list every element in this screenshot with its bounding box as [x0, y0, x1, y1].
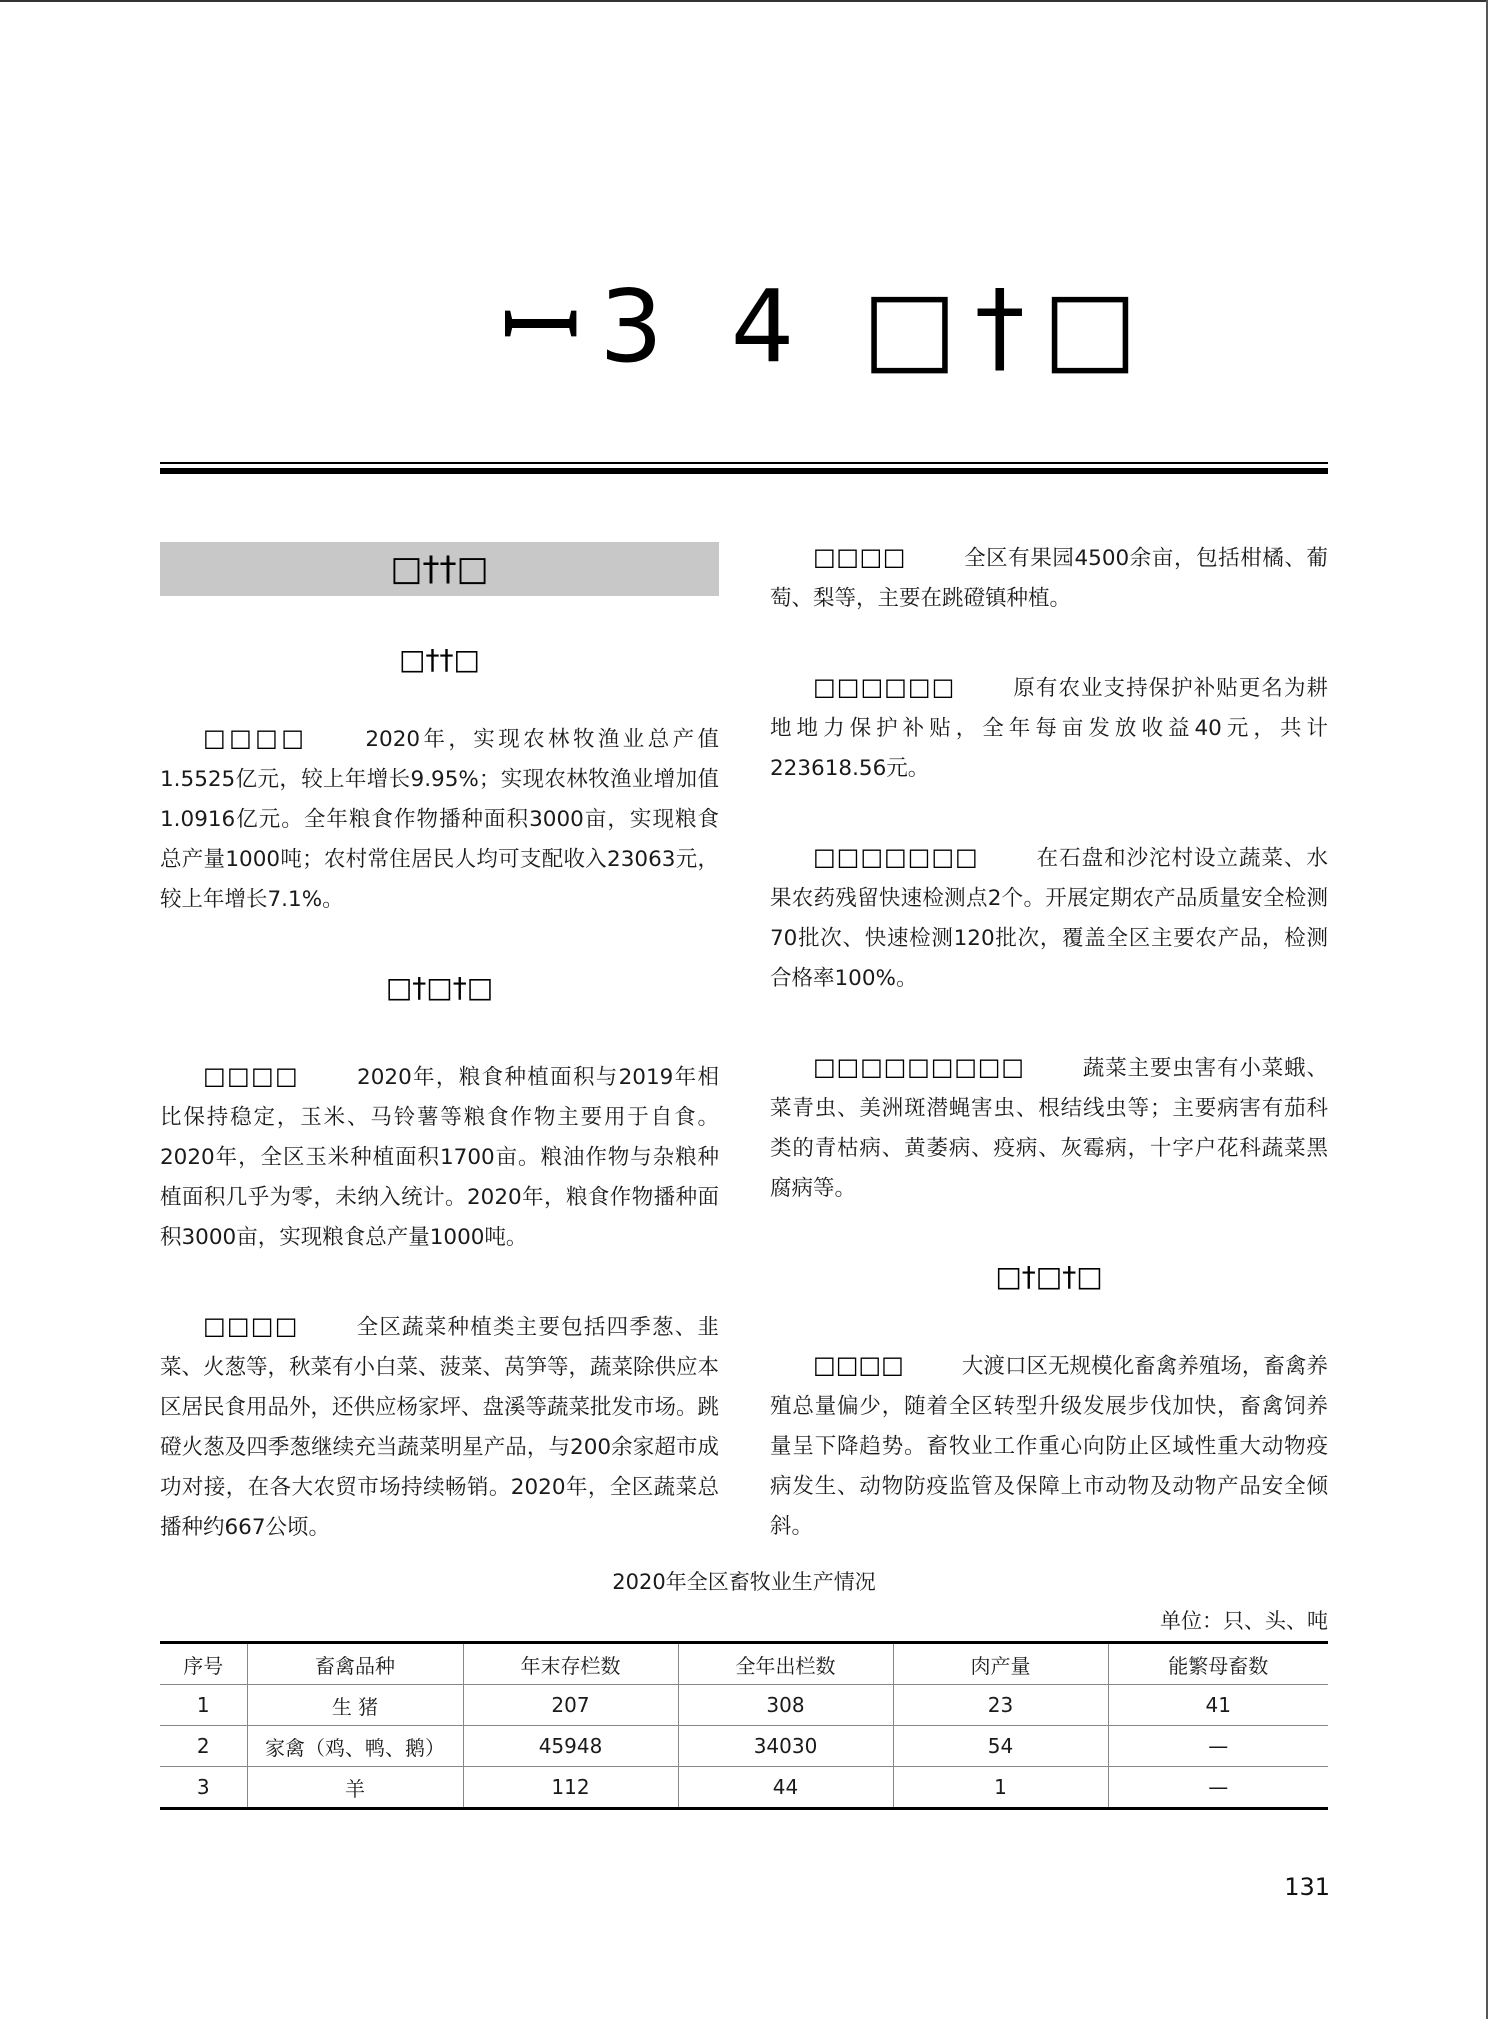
paragraph-keyword: □□□□□□□□□	[813, 1053, 1025, 1081]
table-cell: —	[1108, 1767, 1328, 1809]
header-cell: 能繁母畜数	[1108, 1643, 1328, 1685]
table-cell: 308	[678, 1685, 893, 1726]
paragraph-text: 大渡口区无规模化畜禽养殖场，畜禽养殖总量偏少，随着全区转型升级发展步伐加快，畜禽饲养量呈下降趋势。畜牧业工作重心向防止区域性重大动物疫病发生、动物防疫监管及保障上市动物及动物产品安全倾斜。	[770, 1354, 1328, 1539]
header-cell: 畜禽品种	[247, 1643, 463, 1685]
table-cell: 45948	[463, 1726, 678, 1767]
paragraph-text: 2020年，粮食种植面积与2019年相比保持稳定，玉米、马铃薯等粮食作物主要用于自食。2020年，全区玉米种植面积1700亩。粮油作物与杂粮种植面积几乎为零，未纳入统计。2020年，粮食作物播种面积3000亩，实现粮食总产量1000吨。	[160, 1065, 719, 1250]
table-cell: 羊	[247, 1767, 463, 1809]
table-cell: —	[1108, 1726, 1328, 1767]
table-cell: 1	[160, 1685, 247, 1726]
paragraph	[160, 1306, 719, 1548]
paragraph	[160, 1056, 719, 1258]
subsection-heading: □†□†□	[385, 971, 494, 1004]
header-cell: 肉产量	[893, 1643, 1108, 1685]
table-cell: 家禽（鸡、鸭、鹅）	[247, 1726, 463, 1767]
table-cell: 207	[463, 1685, 678, 1726]
paragraph-keyword: □□□□	[813, 543, 907, 571]
paragraph-text: 全区蔬菜种植类主要包括四季葱、韭菜、火葱等，秋菜有小白菜、菠菜、莴笋等，蔬菜除供应本区居民食用品外，还供应杨家坪、盘溪等蔬菜批发市场。跳磴火葱及四季葱继续充当蔬菜明星产品，与200余家超市成功对接，在各大农贸市场持续畅销。2020年，全区蔬菜总播种约667公顷。	[160, 1315, 720, 1540]
page-edge-top	[0, 0, 1488, 2]
page-number: 131	[1284, 1873, 1330, 1901]
section-heading: □††□	[160, 542, 719, 596]
table-header-row	[160, 1643, 1328, 1685]
table-cell: 2	[160, 1726, 247, 1767]
table-row	[160, 1726, 1328, 1767]
table-row	[160, 1685, 1328, 1726]
table-cell: 44	[678, 1767, 893, 1809]
table-title: 2020年全区畜牧业生产情况	[612, 1570, 876, 1594]
subsection-heading: □††□	[399, 643, 480, 676]
table-cell: 54	[893, 1726, 1108, 1767]
livestock-table	[160, 1641, 1328, 1810]
paragraph	[160, 718, 719, 920]
paragraph-keyword: □□□□	[813, 1351, 904, 1379]
table-cell: 112	[463, 1767, 678, 1809]
header-cell: 年末存栏数	[463, 1643, 678, 1685]
table-cell: 34030	[678, 1726, 893, 1767]
right-column	[770, 537, 1328, 1547]
paragraph-text: 2020年，实现农林牧渔业总产值1.5525亿元，较上年增长9.95%；实现农林牧渔业增加值1.0916亿元。全年粮食作物播种面积3000亩，实现粮食总产量1000吨；农村常住居民人均可支配收入23063元，较上年增长7.1%。	[160, 727, 720, 912]
title-rule-thin	[160, 462, 1328, 464]
paragraph-text: 蔬菜主要虫害有小菜蛾、菜青虫、美洲斑潜蝇害虫、根结线虫等；主要病害有茄科类的青枯病、黄萎病、疫病、灰霉病，十字户花科蔬菜黑腐病等。	[770, 1056, 1328, 1201]
title-rule-thick	[160, 468, 1328, 474]
table-row	[160, 1767, 1328, 1809]
paragraph-keyword: □□□□□□□	[813, 843, 979, 871]
paragraph	[770, 1047, 1328, 1209]
paragraph	[770, 537, 1328, 619]
table-cell: 41	[1108, 1685, 1328, 1726]
table-cell: 生 猪	[247, 1685, 463, 1726]
table-unit: 单位：只、头、吨	[1160, 1609, 1328, 1633]
paragraph-text: 全区有果园4500余亩，包括柑橘、葡萄、梨等，主要在跳磴镇种植。	[770, 546, 1329, 611]
paragraph-text: 在石盘和沙沱村设立蔬菜、水果农药残留快速检测点2个。开展定期农产品质量安全检测70批次、快速检测120批次，覆盖全区主要农产品，检测合格率100%。	[770, 846, 1328, 991]
table-cell: 3	[160, 1767, 247, 1809]
paragraph-keyword: □□□□	[203, 1062, 300, 1090]
paragraph-text: 原有农业支持保护补贴更名为耕地地力保护补贴，全年每亩发放收益40元，共计223618.56元。	[770, 676, 1328, 781]
paragraph-keyword: □□□□	[203, 1312, 299, 1340]
paragraph-keyword: □□□□	[203, 724, 308, 752]
header-cell: 序号	[160, 1643, 247, 1685]
paragraph	[770, 1345, 1328, 1547]
left-column	[160, 530, 719, 1548]
paragraph	[770, 837, 1328, 999]
paragraph-keyword: □□□□□□	[813, 673, 956, 701]
chapter-title: ꟷ3 4 □†□	[500, 268, 1156, 385]
table-cell: 23	[893, 1685, 1108, 1726]
table-cell: 1	[893, 1767, 1108, 1809]
subsection-heading: □†□†□	[995, 1260, 1103, 1293]
paragraph	[770, 667, 1328, 789]
header-cell: 全年出栏数	[678, 1643, 893, 1685]
